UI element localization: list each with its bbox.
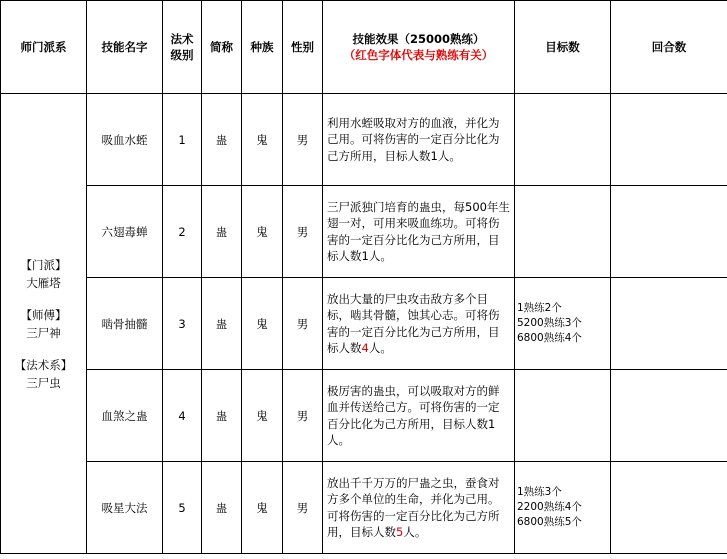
skill-race: 鬼 (242, 94, 283, 186)
skill-rounds (611, 94, 727, 186)
table-row (1, 186, 727, 278)
master-value: 三尸神 (26, 325, 61, 340)
skill-abbr: 蛊 (202, 186, 242, 278)
header-effect (323, 1, 515, 94)
skill-name: 血煞之蛊 (87, 370, 163, 462)
skill-gender: 男 (283, 462, 323, 554)
skill-rounds (611, 462, 727, 554)
proficiency-value: 4 (361, 341, 369, 355)
branch-label: 【法术系】 (14, 357, 73, 372)
skill-abbr: 蛊 (202, 462, 242, 554)
master-label: 【师傅】 (20, 307, 67, 322)
header-gender: 性别 (283, 1, 323, 94)
skill-level: 2 (163, 186, 202, 278)
skill-name: 六翅毒蝉 (87, 186, 163, 278)
table-row (1, 94, 727, 186)
skill-effect: 放出大量的尸虫攻击敌方多个目标，啮其骨髓，蚀其心志。可将伤害的一定百分比化为己方所用，目标人数4人。 (323, 278, 515, 370)
header-effect-note: （红色字体代表与熟练有关） (343, 48, 494, 62)
skill-race: 鬼 (242, 370, 283, 462)
skill-abbr: 蛊 (202, 94, 242, 186)
sect-label: 【门派】 (20, 257, 67, 272)
skill-gender: 男 (283, 94, 323, 186)
header-targets: 目标数 (515, 1, 611, 94)
skill-level: 3 (163, 278, 202, 370)
header-effect-title: 技能效果（25000熟练） (352, 32, 485, 46)
skill-targets: 1熟练3个 2200熟练4个 6800熟练5个 (515, 462, 611, 554)
proficiency-value: 5 (396, 525, 404, 539)
skill-name: 吸血水蛭 (87, 94, 163, 186)
skill-race: 鬼 (242, 186, 283, 278)
header-race: 种族 (242, 1, 283, 94)
skill-rounds (611, 186, 727, 278)
header-skill-name: 技能名字 (87, 1, 163, 94)
skill-targets (515, 370, 611, 462)
skill-abbr: 蛊 (202, 278, 242, 370)
skill-rounds (611, 278, 727, 370)
skill-level: 5 (163, 462, 202, 554)
table-row (1, 370, 727, 462)
skill-targets (515, 94, 611, 186)
skill-abbr: 蛊 (202, 370, 242, 462)
header-row (1, 1, 727, 94)
school-cell (1, 94, 87, 554)
skill-targets (515, 186, 611, 278)
skill-gender: 男 (283, 186, 323, 278)
header-school: 师门派系 (1, 1, 87, 94)
header-rounds: 回合数 (611, 1, 727, 94)
table-row (1, 278, 727, 370)
skill-level: 4 (163, 370, 202, 462)
table-row (1, 462, 727, 554)
skill-targets: 1熟练2个 5200熟练3个 6800熟练4个 (515, 278, 611, 370)
skill-effect: 利用水蛭吸取对方的血液，并化为己用。可将伤害的一定百分比化为己方所用，目标人数1人。 (323, 94, 515, 186)
branch-value: 三尸虫 (26, 375, 61, 390)
skill-name: 吸星大法 (87, 462, 163, 554)
skill-gender: 男 (283, 278, 323, 370)
skill-effect: 三尸派独门培育的蛊虫，每500年生翅一对，可用来吸血练功。可将伤害的一定百分比化为己方所用，目标人数1人。 (323, 186, 515, 278)
skill-race: 鬼 (242, 462, 283, 554)
header-abbr: 简称 (202, 1, 242, 94)
skill-gender: 男 (283, 370, 323, 462)
skill-name: 啮骨抽髓 (87, 278, 163, 370)
skill-race: 鬼 (242, 278, 283, 370)
skill-rounds (611, 370, 727, 462)
sect-value: 大雁塔 (26, 275, 61, 290)
skill-level: 1 (163, 94, 202, 186)
skill-effect: 放出千千万万的尸蛊之虫，蚕食对方多个单位的生命，并化为己用。可将伤害的一定百分比化为己方所用，目标人数5人。 (323, 462, 515, 554)
skill-effect: 极厉害的蛊虫，可以吸取对方的鲜血并传送给己方。可将伤害的一定百分比化为己方所用，目标人数1人。 (323, 370, 515, 462)
header-spell-level: 法术级别 (163, 1, 202, 94)
